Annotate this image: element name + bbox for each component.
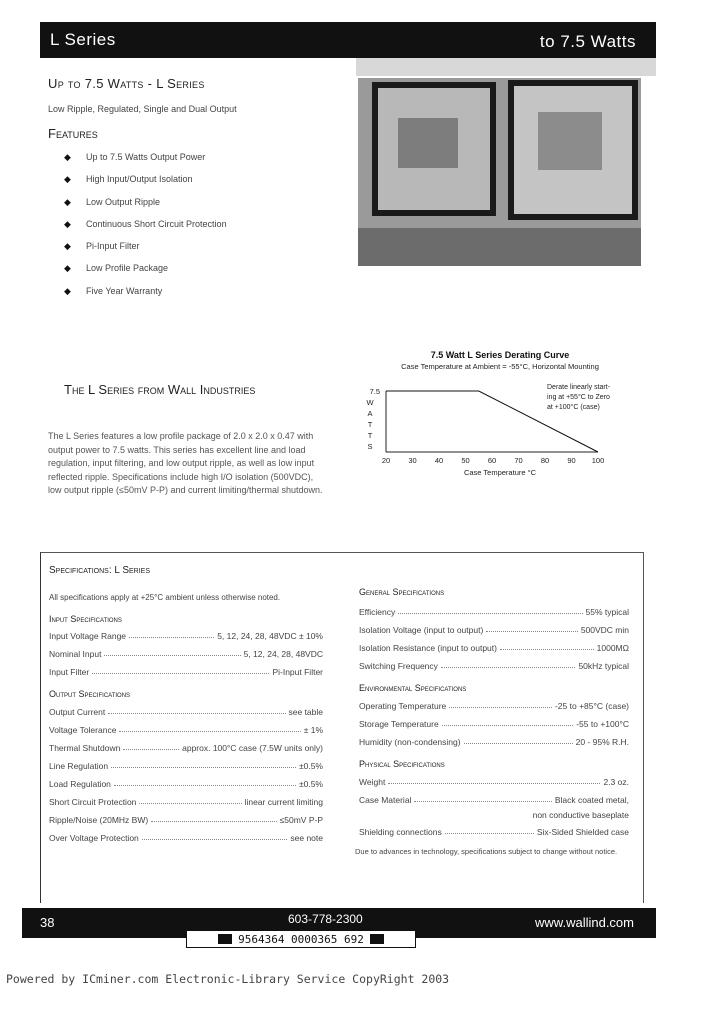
spec-row: Isolation Resistance (input to output) 1000MΩ (359, 643, 629, 653)
specs-heading: Specifications: L Series (49, 565, 151, 576)
features-list (64, 152, 227, 308)
derating-curve-chart (350, 345, 650, 490)
feature-item: ◆ Up to 7.5 Watts Output Power (64, 152, 206, 162)
x-tick-label: 40 (434, 456, 444, 465)
barcode-block-icon (218, 934, 232, 944)
diamond-bullet-icon: ◆ (64, 263, 71, 274)
spec-row: Operating Temperature -25 to +85°C (case) (359, 701, 629, 711)
phone-number: 603-778-2300 (288, 912, 363, 926)
chart-subtitle: Case Temperature at Ambient = -55°C, Horizontal Mounting (401, 362, 599, 371)
diamond-bullet-icon: ◆ (64, 174, 71, 185)
feature-item: ◆ Five Year Warranty (64, 285, 163, 296)
page-title: Up to 7.5 Watts - L Series (48, 76, 205, 91)
feature-item: ◆ Low Output Ripple (64, 196, 161, 207)
spec-row: Short Circuit Protection linear current limiting (49, 797, 323, 807)
barcode-block-icon (370, 934, 384, 944)
features-heading: Features (48, 126, 98, 141)
y-axis-label-letter: T (367, 431, 373, 440)
spec-row: Output Current see table (49, 707, 323, 717)
specifications-box (40, 552, 644, 903)
output-specs-heading: Output Specifications (49, 689, 131, 699)
feature-item: ◆ Continuous Short Circuit Protection (64, 218, 227, 229)
page-number: 38 (40, 915, 55, 930)
chart-annotation-line: ing at +55°C to Zero (547, 394, 610, 401)
module-internals-left (398, 118, 458, 168)
x-tick-label: 70 (514, 456, 523, 465)
y-axis-label-letter: W (366, 398, 374, 407)
diamond-bullet-icon: ◆ (64, 152, 71, 162)
input-specs-heading: Input Specifications (49, 614, 122, 624)
x-tick-label: 80 (540, 456, 550, 465)
spec-row: Voltage Tolerance ± 1% (49, 725, 323, 735)
spec-row: Thermal Shutdown approx. 100°C case (7.5W units only) (49, 743, 323, 753)
spec-row: Line Regulation ±0.5% (49, 761, 323, 771)
environmental-specs-heading: Environmental Specifications (359, 683, 467, 693)
y-axis-label-letter: S (367, 442, 373, 451)
series-label: L Series (50, 30, 116, 49)
website-link[interactable]: www.wallind.com (535, 915, 634, 930)
diamond-bullet-icon: ◆ (64, 285, 71, 296)
specs-footnote: Due to advances in technology, specifications subject to change without notice. (355, 847, 618, 856)
feature-item: ◆ Low Profile Package (64, 263, 169, 274)
wattage-label: to 7.5 Watts (539, 32, 636, 51)
x-tick-label: 30 (408, 456, 417, 465)
wall-paragraph: The L Series features a low profile package of 2.0 x 2.0 x 0.47 with output power to 7.5 watts. This series has excellent line and load regulation, input filtering, and low output ripple, as well as low input reflected ripple. Specifications include high I/O isolation (500VDC), low output ripple (≤50mV P-P) and current limiting/thermal shutdown. (48, 431, 323, 495)
spec-row: non conductive baseplate (532, 810, 629, 820)
feature-item: ◆ Pi-Input Filter (64, 241, 140, 252)
spec-row: Over Voltage Protection see note (49, 833, 323, 843)
chart-annotation-line: at +100°C (case) (547, 404, 600, 411)
general-specs-heading: General Specifications (359, 587, 445, 597)
y-axis-label-letter: T (367, 420, 373, 429)
spec-row: Isolation Voltage (input to output) 500VDC min (359, 625, 629, 635)
spec-row: Switching Frequency 50kHz typical (359, 661, 629, 671)
diamond-bullet-icon: ◆ (64, 241, 71, 252)
barcode-number: 9564364 0000365 692 (238, 932, 364, 946)
x-tick-label: 60 (487, 456, 497, 465)
spec-row: Load Regulation ±0.5% (49, 779, 323, 789)
diamond-bullet-icon: ◆ (64, 218, 71, 229)
feature-item: ◆ High Input/Output Isolation (64, 174, 193, 185)
diamond-bullet-icon: ◆ (64, 196, 71, 207)
barcode (186, 930, 416, 948)
x-tick-label: 90 (567, 456, 576, 465)
spec-row: Weight 2.3 oz. (359, 777, 629, 787)
page-header (40, 22, 656, 58)
chart-annotation-line: Derate linearly start- (547, 384, 611, 391)
product-photo (358, 78, 641, 266)
x-tick-label: 100 (591, 456, 605, 465)
header-gray-band (356, 58, 656, 76)
x-tick-label: 20 (381, 456, 391, 465)
spec-row: Humidity (non-condensing) 20 - 95% R.H. (359, 737, 629, 747)
spec-row: Nominal Input 5, 12, 24, 28, 48VDC (49, 649, 323, 659)
photo-surface (358, 228, 641, 266)
spec-row: Shielding connections Six-Sided Shielded case (359, 827, 629, 837)
spec-row: Input Filter Pi-Input Filter (49, 667, 323, 677)
module-internals-right (538, 112, 602, 170)
spec-row: Efficiency 55% typical (359, 607, 629, 617)
spec-row: Case Material Black coated metal, (359, 795, 629, 805)
physical-specs-heading: Physical Specifications (359, 759, 445, 769)
spec-row: Storage Temperature -55 to +100°C (359, 719, 629, 729)
x-axis-label: Case Temperature °C (463, 468, 537, 477)
page-subtitle: Low Ripple, Regulated, Single and Dual Output (48, 104, 237, 114)
y-axis-label-letter: A (367, 409, 373, 418)
chart-title: 7.5 Watt L Series Derating Curve (430, 350, 570, 360)
y-tick-label: 7.5 (369, 387, 380, 396)
powered-by-line: Powered by ICminer.com Electronic-Library Service CopyRight 2003 (6, 972, 450, 986)
spec-row: Ripple/Noise (20MHz BW) ≤50mV P-P (49, 815, 323, 825)
wall-heading: The L Series from Wall Industries (64, 382, 256, 397)
spec-row: Input Voltage Range 5, 12, 24, 28, 48VDC ± 10% (49, 631, 323, 641)
specs-note: All specifications apply at +25°C ambient unless otherwise noted. (49, 593, 281, 602)
x-tick-label: 50 (461, 456, 470, 465)
